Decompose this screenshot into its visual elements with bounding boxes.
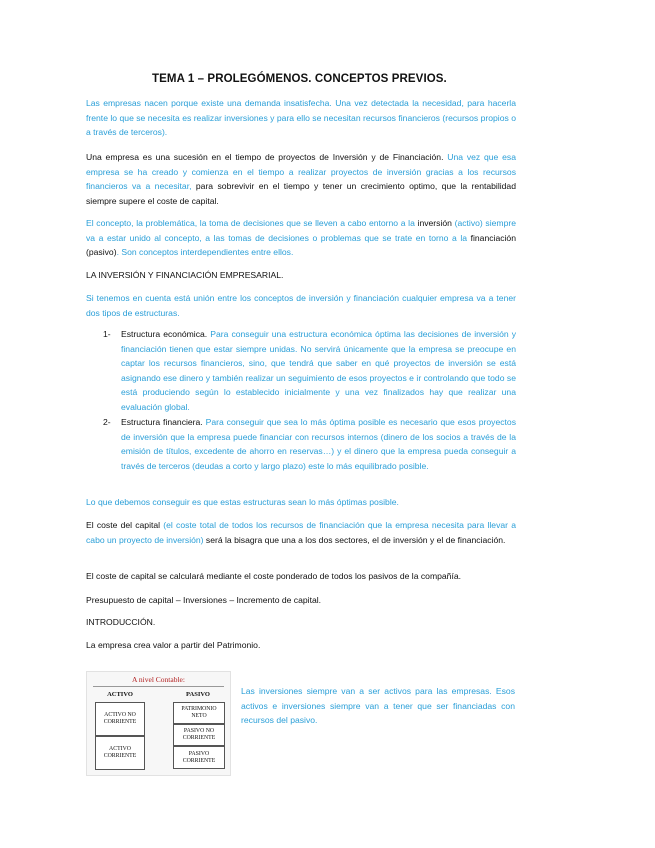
paragraph-optimas: Lo que debemos conseguir es que estas estructuras sean lo más óptimas posible. [86,497,399,507]
pasivo-column-label: PASIVO [186,691,210,698]
coste-capital-bisagra: será la bisagra que una a los dos sectores, el de inversión y el de financiación. [203,534,506,545]
paragraph-empresa-rentabilidad: para sobrevivir en el tiempo y tener un crecimiento optimo, que la rentabilidad siempre supere el coste de capital. [86,181,516,206]
paragraph-intro: Las empresas nacen porque existe una demanda insatisfecha. Una vez detectada la necesidad, para hacerla frente lo que se necesita es realizar inversiones y para ello se necesitan recursos financieros (recursos propios o a través de terceros). [86,98,516,138]
patrimonio-neto-label: PATRIMONIO NETO [181,706,217,719]
pasivo-no-corriente-label: PASIVO NO CORRIENTE [182,728,216,741]
activo-column-label: ACTIVO [107,691,133,698]
pasivo-corriente-box [173,746,225,769]
paragraph-empresa-blue: Una vez que esa empresa se ha creado y comienza en el tiempo a realizar proyectos de inversión gracias a los recursos financieros va a necesitar, [86,152,516,192]
heading-inversion-financiacion: LA INVERSIÓN Y FINANCIACIÓN EMPRESARIAL. [86,270,284,280]
paragraph-concepto [86,216,516,260]
activo-corriente-label: ACTIVO CORRIENTE [103,746,137,759]
figure-divider [93,686,224,687]
list-item-term: Estructura financiera. [121,417,203,427]
concepto-text-a: El concepto, la problemática, la toma de decisiones que se lleven a cabo entorno a la [86,218,418,228]
activo-corriente-box [95,736,145,770]
concepto-text-d: siempre va a estar unido al concepto, a las tomas de decisiones o problemas que se trate en torno a la [86,218,517,243]
coste-capital-term: El coste del capital [86,520,161,530]
paragraph-empresa [86,150,516,208]
paragraph-coste-capital [86,518,516,547]
coste-capital-definition: (el coste total de todos los recursos de financiación que la empresa necesita para llevar a cabo un proyecto de inversión) [86,520,516,545]
list-item-text: Para conseguir una estructura económica óptima las decisiones de inversión y financiación tienen que estar siempre unidas. No servirá únicamente que la empresa se preocupe en captar los recursos financieros, sino, que tendrá que saber en qué proyectos de inversión se está asignando ese dinero y también realizar un seguimiento de esos proyectos e ir controlando que todo se está produciendo según lo establecido inicialmente y una vez finalizados hay que realizar una evaluación global. [121,329,516,412]
activo-no-corriente-box [95,702,145,736]
list-item-term: Estructura económica. [121,329,208,339]
list-item [86,327,516,415]
list-item-number: 1- [103,329,111,339]
list-item-text: Para conseguir que sea lo más óptima posible es necesario que esos proyectos de inversión que la empresa puede financiar con recursos internos (dinero de los socios a través de la emisión de títulos, excedente de ahorro en reservas…) y el dinero que la empresa pueda conseguir a través de terceros (deudas a corto y largo plazo) este lo más equilibrado posible. [121,417,517,471]
balance-figure [86,671,231,776]
concepto-text-g: . Son conceptos interdependientes entre ellos. [116,247,294,258]
paragraph-patrimonio: La empresa crea valor a partir del Patrimonio. [86,640,261,650]
paragraph-estructuras: Si tenemos en cuenta está unión entre los conceptos de inversión y financiación cualquier empresa va a tener dos tipos de estructuras. [86,293,516,318]
concepto-pasivo: (pasivo) [86,247,117,258]
list-item [86,415,516,473]
paragraph-coste-ponderado: El coste de capital se calculará mediante el coste ponderado de todos los pasivos de la compañía. [86,571,462,581]
paragraph-presupuesto: Presupuesto de capital – Inversiones – Incremento de capital. [86,595,322,605]
list-item-number: 2- [103,417,111,427]
concepto-financiacion: financiación [470,232,516,243]
patrimonio-neto-box [173,702,225,724]
concepto-activo: (activo) [454,218,483,228]
figure-header: A nivel Contable: [132,675,185,684]
paragraph-activos-pasivo: Las inversiones siempre van a ser activos para las empresas. Esos activos e inversiones siempre van a tener que ser financiadas con recursos del pasivo. [241,686,515,726]
activo-no-corriente-label: ACTIVO NO CORRIENTE [103,712,137,725]
concepto-inversion: inversión [417,218,452,228]
page-title: TEMA 1 – PROLEGÓMENOS. CONCEPTOS PREVIOS. [152,73,447,85]
heading-introduccion: INTRODUCCIÓN. [86,617,156,627]
pasivo-corriente-label: PASIVO CORRIENTE [182,750,216,764]
paragraph-empresa-definition: Una empresa es una sucesión en el tiempo de proyectos de Inversión y de Financiación. [86,152,444,162]
pasivo-no-corriente-box [173,724,225,746]
